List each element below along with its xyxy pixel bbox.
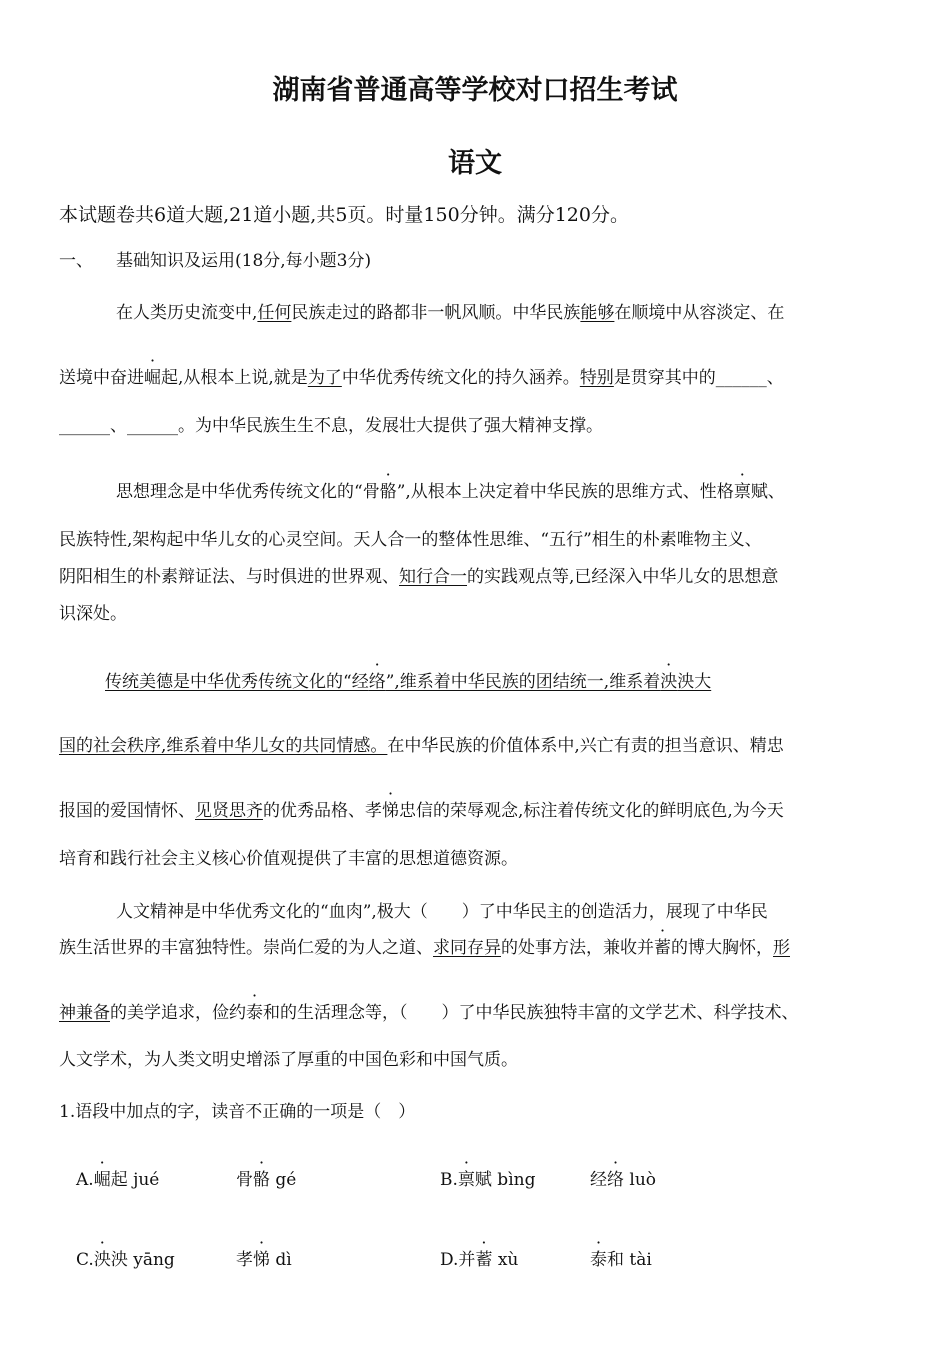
paragraph-2-line-2: 民族特性,架构起中华儿女的心灵空间。天人合一的整体性思维、“五行”相生的朴素唯物主义、 [59,530,762,550]
paragraph-4-line-1: 人文精神是中华优秀文化的“血肉”,极大（ ）了中华民主的创造活力，展现了中华民 [116,902,768,922]
dotted-char: 禀 [733,482,751,502]
dotted-char: 泱 [93,1250,111,1270]
paragraph-3-line-1: 传统美德是中华优秀传统文化的“经络”,维系着中华民族的团结统一,维系着泱泱大 [105,672,712,692]
dotted-char: 悌 [253,1250,270,1270]
paragraph-1-line-2: 送境中奋进崛起,从根本上说,就是为了中华优秀传统文化的持久涵养。特别是贯穿其中的______、 [59,368,784,388]
paragraph-2-line-3: 阴阳相生的朴素辩证法、与时俱进的世界观、知行合一的实践观点等,已经深入中华儿女的思想意 [59,567,779,587]
paragraph-3-line-3: 报国的爱国情怀、见贤思齐的优秀品格、孝悌忠信的荣辱观念,标注着传统文化的鲜明底色,为今天 [59,801,784,821]
dotted-char: 骼 [253,1170,270,1190]
dotted-char: 骼 [379,482,397,502]
option-c-word-1: C.泱泱 yāng [76,1250,175,1270]
option-d-word-2: 泰和 tài [590,1250,652,1270]
paragraph-1-line-3: ______、______。为中华民族生生不息，发展壮大提供了强大精神支撑。 [59,416,603,436]
dotted-char: 蓄 [654,938,671,958]
dotted-char: 悌 [382,801,399,821]
option-a-word-2: 骨骼 gé [236,1170,297,1190]
exam-title: 湖南省普通高等学校对口招生考试 [272,75,678,106]
dotted-char: 络 [368,672,386,692]
paragraph-2-line-4: 识深处。 [59,604,127,624]
exam-intro: 本试题卷共6道大题,21道小题,共5页。时量150分钟。满分120分。 [59,204,629,226]
paragraph-3-line-4: 培育和践行社会主义核心价值观提供了丰富的思想道德资源。 [59,849,518,869]
option-d-word-1: D.并蓄 xù [440,1250,519,1270]
paragraph-4-line-4: 人文学术，为人类文明史增添了厚重的中国色彩和中国气质。 [59,1050,518,1070]
section-1-number: 一、 [59,251,93,271]
section-1-label: 基础知识及运用(18分,每小题3分) [116,251,372,271]
option-c-word-2: 孝悌 dì [236,1250,292,1270]
paragraph-1-line-1: 在人类历史流变中,任何民族走过的路都非一帆风顺。中华民族能够在顺境中从容淡定、在 [116,303,785,323]
dotted-char: 泱 [660,672,678,692]
option-b-word-2: 经络 luò [590,1170,657,1190]
paragraph-4-line-3: 神兼备的美学追求，俭约泰和的生活理念等，（ ）了中华民族独特丰富的文学艺术、科学技术、 [59,1003,799,1023]
paragraph-2-line-1: 思想理念是中华优秀传统文化的“骨骼”,从根本上决定着中华民族的思维方式、性格禀赋、 [116,482,785,502]
dotted-char: 蓄 [475,1250,493,1270]
subject-title: 语文 [448,148,502,179]
option-a-word-1: A.崛起 jué [76,1170,160,1190]
option-b-word-1: B.禀赋 bìng [440,1170,536,1190]
dotted-char: 泰 [590,1250,607,1270]
paragraph-3-line-2: 国的社会秩序,维系着中华儿女的共同情感。在中华民族的价值体系中,兴亡有责的担当意识、精忠 [59,736,784,756]
dotted-char: 络 [607,1170,624,1190]
dotted-char: 泰 [246,1003,263,1023]
paragraph-4-line-2: 族生活世界的丰富独特性。崇尚仁爱的为人之道、求同存异的处事方法，兼收并蓄的博大胸怀，形 [59,938,790,958]
question-1: 1.语段中加点的字，读音不正确的一项是（ ） [59,1102,416,1122]
dotted-char: 崛 [144,368,161,388]
dotted-char: 崛 [93,1170,111,1190]
dotted-char: 禀 [457,1170,475,1190]
